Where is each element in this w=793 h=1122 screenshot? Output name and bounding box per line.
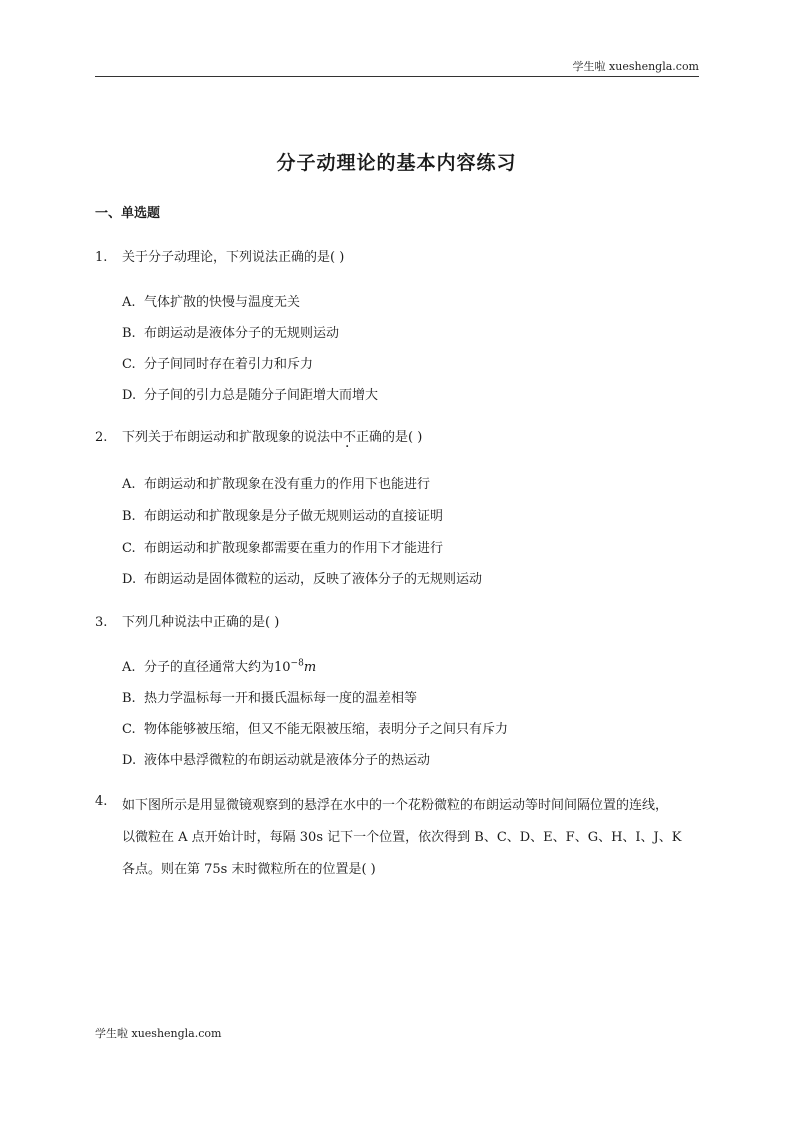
option-text: 热力学温标每一开和摄氏温标每一度的温差相等	[144, 691, 418, 706]
option-text: 物体能够被压缩，但又不能无限被压缩，表明分子之间只有斥力	[144, 722, 509, 737]
option-letter: A.	[122, 660, 136, 675]
question-2	[95, 426, 422, 445]
q2-option-d	[122, 568, 482, 587]
question-stem-pre: 下列关于布朗运动和扩散现象的说法中	[122, 430, 344, 445]
option-text: 布朗运动是固体微粒的运动，反映了液体分子的无规则运动	[144, 572, 483, 587]
question-number: 3.	[95, 615, 108, 630]
q2-option-b	[122, 505, 443, 524]
option-letter: C.	[122, 541, 136, 556]
q1-option-d	[122, 384, 378, 403]
option-text: 气体扩散的快慢与温度无关	[144, 295, 301, 310]
q1-option-b	[122, 322, 339, 341]
option-letter: C.	[122, 722, 136, 737]
emphasis-char: 不	[343, 430, 357, 445]
header-site-text: 学生啦 xueshengla.com	[572, 60, 699, 73]
option-text: 分子间的引力总是随分子间距增大而增大	[144, 388, 379, 403]
q3-option-c	[122, 718, 508, 737]
question-4	[95, 794, 122, 809]
unit: m	[303, 660, 317, 675]
option-letter: B.	[122, 326, 136, 341]
question-stem-line-1: 如下图所示是用显微镜观察到的悬浮在水中的一个花粉微粒的布朗运动等时间间隔位置的连线，	[122, 798, 669, 813]
footer-site-text: 学生啦 xueshengla.com	[95, 1027, 222, 1040]
question-stem-line-3: 各点。则在第 75s 末时微粒所在的位置是( )	[122, 862, 376, 877]
section-heading: 一、单选题	[95, 206, 161, 221]
q3-option-a	[122, 656, 316, 675]
question-3	[95, 611, 279, 630]
question-number: 2.	[95, 430, 108, 445]
question-stem: 关于分子动理论，下列说法正确的是( )	[122, 250, 345, 265]
exponent: −8	[290, 658, 304, 669]
question-stem-line-2: 以微粒在 A 点开始计时，每隔 30s 记下一个位置，依次得到 B、C、D、E、F、G、H、I、J、K	[122, 830, 682, 845]
question-number: 1.	[95, 250, 108, 265]
option-letter: B.	[122, 509, 136, 524]
option-letter: A.	[122, 477, 136, 492]
option-text: 布朗运动和扩散现象在没有重力的作用下也能进行	[144, 477, 431, 492]
q1-option-a	[122, 291, 300, 310]
option-text: 布朗运动和扩散现象都需要在重力的作用下才能进行	[144, 541, 444, 556]
question-number: 4.	[95, 794, 108, 809]
q3-option-d	[122, 749, 430, 768]
q1-option-c	[122, 353, 313, 372]
question-1	[95, 246, 344, 265]
q2-option-c	[122, 537, 443, 556]
option-letter: D.	[122, 388, 137, 403]
question-stem: 下列几种说法中正确的是( )	[122, 615, 280, 630]
q3-option-b	[122, 687, 417, 706]
option-letter: B.	[122, 691, 136, 706]
option-letter: D.	[122, 572, 137, 587]
option-text: 分子的直径通常大约为10	[144, 660, 291, 675]
option-text: 分子间同时存在着引力和斥力	[144, 357, 314, 372]
page-title: 分子动理论的基本内容练习	[276, 152, 517, 174]
option-text: 布朗运动是液体分子的无规则运动	[144, 326, 340, 341]
option-letter: A.	[122, 295, 136, 310]
option-text: 液体中悬浮微粒的布朗运动就是液体分子的热运动	[144, 753, 431, 768]
header-divider	[95, 76, 699, 77]
option-letter: C.	[122, 357, 136, 372]
q2-option-a	[122, 473, 430, 492]
option-text: 布朗运动和扩散现象是分子做无规则运动的直接证明	[144, 509, 444, 524]
question-stem-post: 正确的是( )	[356, 430, 423, 445]
option-letter: D.	[122, 753, 137, 768]
